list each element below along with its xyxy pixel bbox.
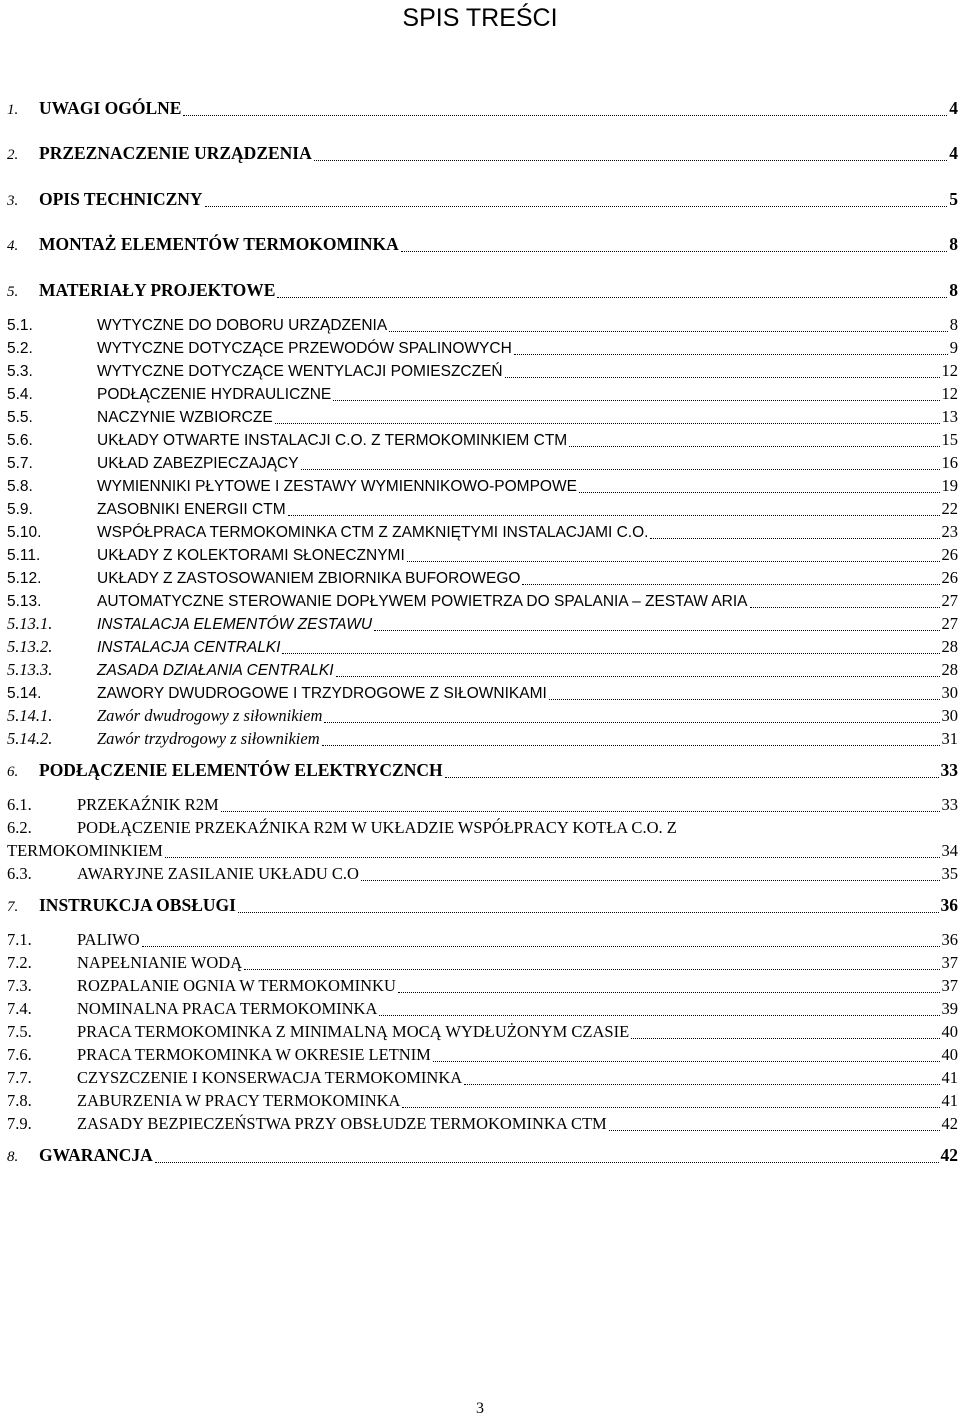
dot-leader bbox=[288, 515, 940, 516]
dot-leader bbox=[282, 653, 939, 654]
toc-entry-page: 30 bbox=[941, 683, 958, 702]
toc-entry[interactable] bbox=[7, 951, 958, 974]
toc-entry[interactable] bbox=[7, 658, 958, 681]
toc-entry-number: 7.6. bbox=[7, 1045, 32, 1064]
toc-entry-number: 7.7. bbox=[7, 1068, 32, 1087]
toc-entry-number: 5.13.2. bbox=[7, 637, 53, 656]
dot-leader bbox=[514, 354, 948, 355]
toc-entry-number: 6.1. bbox=[7, 795, 32, 814]
toc-entry-title: WYTYCZNE DOTYCZĄCE PRZEWODÓW SPALINOWYCH bbox=[97, 340, 512, 357]
toc-entry-number: 5.14. bbox=[7, 685, 42, 702]
toc-entry[interactable] bbox=[7, 997, 958, 1020]
toc-entry-page: 30 bbox=[941, 706, 958, 725]
toc-entry-title: ZABURZENIA W PRACY TERMOKOMINKA bbox=[77, 1091, 401, 1110]
page-number: 3 bbox=[476, 1400, 484, 1417]
dot-leader bbox=[314, 160, 947, 161]
toc-entry-title: ZASADY BEZPIECZEŃSTWA PRZY OBSŁUDZE TERMOKOMINKA CTM bbox=[77, 1114, 607, 1133]
toc-entry[interactable] bbox=[7, 382, 958, 405]
toc-entry-number: 5.3. bbox=[7, 363, 33, 380]
toc-entry[interactable] bbox=[7, 566, 958, 589]
toc-entry-title: WYTYCZNE DOTYCZĄCE WENTYLACJI POMIESZCZEŃ bbox=[97, 363, 503, 380]
dot-leader bbox=[277, 297, 947, 298]
toc-entry[interactable] bbox=[7, 359, 958, 382]
dot-leader bbox=[433, 1061, 940, 1062]
toc-entry-page: 26 bbox=[941, 545, 958, 564]
toc-entry-number: 7.8. bbox=[7, 1091, 32, 1110]
toc-entry-page: 27 bbox=[941, 591, 958, 610]
dot-leader bbox=[402, 1107, 939, 1108]
toc-entry-page: 12 bbox=[941, 361, 958, 380]
toc-entry[interactable] bbox=[7, 793, 958, 816]
dot-leader bbox=[401, 251, 948, 252]
toc-entry-page: 41 bbox=[941, 1091, 958, 1110]
dot-leader bbox=[301, 469, 940, 470]
toc-entry[interactable] bbox=[7, 497, 958, 520]
toc-entry-title: PODŁĄCZENIE ELEMENTÓW ELEKTRYCZNCH bbox=[39, 760, 443, 780]
toc-entry-title: PRACA TERMOKOMINKA Z MINIMALNĄ MOCĄ WYDŁUŻONYM CZASIE bbox=[77, 1022, 630, 1041]
toc-entry-page: 40 bbox=[941, 1022, 958, 1041]
toc-entry-page: 36 bbox=[940, 895, 958, 915]
toc-entry-page: 22 bbox=[941, 499, 958, 518]
toc-entry-number: 5.7. bbox=[7, 455, 33, 472]
toc-entry-title: Zawór trzydrogowy z siłownikiem bbox=[97, 729, 320, 748]
toc-entry-title: PALIWO bbox=[77, 930, 140, 949]
toc-entry[interactable] bbox=[7, 233, 958, 256]
toc-entry-page: 8 bbox=[949, 234, 958, 254]
toc-entry[interactable] bbox=[7, 543, 958, 566]
toc-entry-title: NOMINALNA PRACA TERMOKOMINKA bbox=[77, 999, 378, 1018]
toc-entry-number: 7.9. bbox=[7, 1114, 32, 1133]
toc-entry-number: 5. bbox=[7, 284, 19, 300]
toc-entry-number: 5.13.3. bbox=[7, 660, 53, 679]
toc-entry-number: 5.11. bbox=[7, 547, 41, 564]
toc-entry[interactable] bbox=[7, 188, 958, 211]
toc-entry-number: 6. bbox=[7, 764, 19, 780]
toc-entry-number: 5.14.2. bbox=[7, 729, 53, 748]
toc-entry-page: 39 bbox=[941, 999, 958, 1018]
toc-entry-page: 33 bbox=[941, 795, 958, 814]
toc-entry-number: 2. bbox=[7, 147, 19, 163]
dot-leader bbox=[631, 1038, 939, 1039]
toc-entry-title: ROZPALANIE OGNIA W TERMOKOMINKU bbox=[77, 976, 396, 995]
toc-entry-page: 37 bbox=[941, 976, 958, 995]
toc-entry-page: 34 bbox=[941, 841, 958, 860]
toc-entry[interactable] bbox=[7, 1144, 958, 1167]
toc-entry-page: 27 bbox=[941, 614, 958, 633]
toc-entry-title: ZASADA DZIAŁANIA CENTRALKI bbox=[97, 662, 334, 679]
dot-leader bbox=[374, 630, 939, 631]
toc-entry-page: 4 bbox=[949, 98, 958, 118]
toc-entry-title: UKŁADY OTWARTE INSTALACJI C.O. Z TERMOKOMINKIEM CTM bbox=[97, 432, 568, 449]
dot-leader bbox=[155, 1162, 939, 1163]
toc-entry-number: 5.12. bbox=[7, 570, 42, 587]
toc-entry-number: 7.2. bbox=[7, 953, 32, 972]
toc-entry-title: NAPEŁNIANIE WODĄ bbox=[77, 953, 243, 972]
dot-leader bbox=[238, 912, 939, 913]
toc-entry-title: UKŁADY Z ZASTOSOWANIEM ZBIORNIKA BUFOROWEGO bbox=[97, 570, 521, 587]
toc-entry-page: 36 bbox=[941, 930, 958, 949]
toc-entry[interactable] bbox=[7, 727, 958, 750]
dot-leader bbox=[336, 676, 940, 677]
toc-entry[interactable] bbox=[7, 451, 958, 474]
toc-entry-page: 35 bbox=[941, 864, 958, 883]
dot-leader bbox=[505, 377, 940, 378]
dot-leader bbox=[379, 1015, 939, 1016]
toc-entry-number: 5.4. bbox=[7, 386, 33, 403]
toc-entry-number: 5.9. bbox=[7, 501, 33, 518]
toc-entry[interactable] bbox=[7, 589, 958, 612]
toc-entry-number: 5.1. bbox=[7, 317, 33, 334]
toc-entry[interactable] bbox=[7, 635, 958, 658]
toc-entry-title: INSTRUKCJA OBSŁUGI bbox=[39, 895, 236, 915]
toc-entry-title: AUTOMATYCZNE STEROWANIE DOPŁYWEM POWIETRZA DO SPALANIA – ZESTAW ARIA bbox=[97, 593, 748, 610]
toc-entry-title: INSTALACJA CENTRALKI bbox=[97, 639, 281, 656]
toc-entry-number: 7.1. bbox=[7, 930, 32, 949]
toc-entry-page: 37 bbox=[941, 953, 958, 972]
toc-entry-number: 7.3. bbox=[7, 976, 32, 995]
toc-entry-title: AWARYJNE ZASILANIE UKŁADU C.O bbox=[77, 864, 359, 883]
toc-entry-title: OPIS TECHNICZNY bbox=[39, 189, 203, 209]
toc-entry[interactable] bbox=[7, 1089, 958, 1112]
toc-entry[interactable] bbox=[7, 313, 958, 336]
toc-entry-page: 4 bbox=[949, 143, 958, 163]
dot-leader bbox=[165, 857, 940, 858]
toc-entry-number: 5.2. bbox=[7, 340, 33, 357]
toc-entry[interactable] bbox=[7, 894, 958, 917]
dot-leader bbox=[407, 561, 940, 562]
toc-entry-title: PODŁĄCZENIE HYDRAULICZNE bbox=[97, 386, 332, 403]
toc-entry-number: 4. bbox=[7, 238, 19, 254]
toc-entry-page: 15 bbox=[941, 430, 958, 449]
dot-leader bbox=[398, 992, 940, 993]
toc-entry[interactable] bbox=[7, 928, 958, 951]
toc-entry[interactable] bbox=[7, 405, 958, 428]
toc-entry-title: WYMIENNIKI PŁYTOWE I ZESTAWY WYMIENNIKOWO-POMPOWE bbox=[97, 478, 577, 495]
dot-leader bbox=[609, 1130, 940, 1131]
dot-leader bbox=[221, 811, 940, 812]
toc-entry-title: UWAGI OGÓLNE bbox=[39, 98, 182, 118]
dot-leader bbox=[324, 722, 939, 723]
toc-entry[interactable] bbox=[7, 1112, 958, 1135]
toc-entry-title: MATERIAŁY PROJEKTOWE bbox=[39, 280, 276, 300]
toc-entry-page: 33 bbox=[940, 760, 958, 780]
toc-entry-title: CZYSZCZENIE I KONSERWACJA TERMOKOMINKA bbox=[77, 1068, 463, 1087]
toc-entry-page: 26 bbox=[941, 568, 958, 587]
toc-entry[interactable] bbox=[7, 142, 958, 165]
toc-entry-title: UKŁADY Z KOLEKTORAMI SŁONECZNYMI bbox=[97, 547, 405, 564]
toc-entry-page: 42 bbox=[941, 1114, 958, 1133]
dot-leader bbox=[579, 492, 940, 493]
toc-entry-title: PRZEZNACZENIE URZĄDZENIA bbox=[39, 143, 312, 163]
toc-entry-number: 5.14.1. bbox=[7, 706, 53, 725]
dot-leader bbox=[205, 206, 948, 207]
toc-entry[interactable] bbox=[7, 428, 958, 451]
toc-entry-number: 5.8. bbox=[7, 478, 33, 495]
toc-entry-number: 8. bbox=[7, 1149, 19, 1165]
toc-entry-page: 9 bbox=[949, 338, 958, 357]
toc-entry-number: 7.5. bbox=[7, 1022, 32, 1041]
dot-leader bbox=[142, 946, 940, 947]
toc-entry-title: UKŁAD ZABEZPIECZAJĄCY bbox=[97, 455, 299, 472]
dot-leader bbox=[275, 423, 940, 424]
toc-entry-number: 6.2. bbox=[7, 818, 32, 837]
toc-entry[interactable] bbox=[7, 97, 958, 120]
page-title: SPIS TREŚCI bbox=[402, 4, 558, 32]
toc-entry[interactable] bbox=[7, 279, 958, 302]
toc-entry-number: 5.13. bbox=[7, 593, 42, 610]
toc-entry[interactable] bbox=[7, 520, 958, 543]
toc-entry-title: MONTAŻ ELEMENTÓW TERMOKOMINKA bbox=[39, 234, 399, 254]
dot-leader bbox=[183, 115, 947, 116]
toc-entry-title: ZAWORY DWUDROGOWE I TRZYDROGOWE Z SIŁOWNIKAMI bbox=[97, 685, 547, 702]
toc-entry-page: 23 bbox=[941, 522, 958, 541]
toc-entry-number: 7.4. bbox=[7, 999, 32, 1018]
dot-leader bbox=[650, 538, 939, 539]
dot-leader bbox=[569, 446, 939, 447]
toc-entry[interactable] bbox=[7, 474, 958, 497]
toc-entry-number: 5.5. bbox=[7, 409, 33, 426]
toc-entry-title: PODŁĄCZENIE PRZEKAŹNIKA R2M W UKŁADZIE WSPÓŁPRACY KOTŁA C.O. Z bbox=[77, 818, 677, 837]
toc-entry-number: 5.10. bbox=[7, 524, 42, 541]
toc-entry-number: 5.13.1. bbox=[7, 614, 53, 633]
toc-entry-title: WSPÓŁPRACA TERMOKOMINKA CTM Z ZAMKNIĘTYMI INSTALACJAMI C.O. bbox=[97, 524, 649, 541]
toc-entry[interactable] bbox=[7, 612, 958, 635]
toc-entry-page: 8 bbox=[949, 280, 958, 300]
toc-entry-page: 8 bbox=[949, 315, 958, 334]
toc-entry-title: GWARANCJA bbox=[39, 1145, 153, 1165]
toc-entry-page: 5 bbox=[949, 189, 958, 209]
dot-leader bbox=[750, 607, 940, 608]
toc-entry-page: 12 bbox=[941, 384, 958, 403]
toc-entry-title-continued: TERMOKOMINKIEM bbox=[7, 841, 163, 860]
toc-entry[interactable] bbox=[7, 1043, 958, 1066]
toc-entry-page: 16 bbox=[941, 453, 958, 472]
toc-entry[interactable] bbox=[7, 974, 958, 997]
dot-leader bbox=[322, 745, 940, 746]
dot-leader bbox=[464, 1084, 939, 1085]
toc-entry-number: 7. bbox=[7, 899, 19, 915]
toc-entry-title: NACZYNIE WZBIORCZE bbox=[97, 409, 273, 426]
toc-entry-page: 13 bbox=[941, 407, 958, 426]
dot-leader bbox=[389, 331, 948, 332]
toc-entry[interactable] bbox=[7, 1020, 958, 1043]
toc-entry-page: 28 bbox=[941, 660, 958, 679]
toc-entry-number: 3. bbox=[7, 193, 19, 209]
toc-entry[interactable] bbox=[7, 816, 958, 862]
dot-leader bbox=[361, 880, 940, 881]
toc-entry-number: 5.6. bbox=[7, 432, 33, 449]
toc-entry-title: PRZEKAŹNIK R2M bbox=[77, 795, 219, 814]
toc-entry[interactable] bbox=[7, 336, 958, 359]
toc-entry-page: 19 bbox=[941, 476, 958, 495]
toc-entry-page: 28 bbox=[941, 637, 958, 656]
toc-entry-number: 1. bbox=[7, 102, 19, 118]
toc-entry[interactable] bbox=[7, 759, 958, 782]
toc-entry[interactable] bbox=[7, 681, 958, 704]
toc-entry-page: 40 bbox=[941, 1045, 958, 1064]
dot-leader bbox=[522, 584, 939, 585]
toc-entry-title: PRACA TERMOKOMINKA W OKRESIE LETNIM bbox=[77, 1045, 431, 1064]
toc-entry-page: 41 bbox=[941, 1068, 958, 1087]
toc-entry-title: Zawór dwudrogowy z siłownikiem bbox=[97, 706, 323, 725]
toc-entry[interactable] bbox=[7, 862, 958, 885]
toc-entry[interactable] bbox=[7, 1066, 958, 1089]
toc-entry[interactable] bbox=[7, 704, 958, 727]
toc-entry-title: INSTALACJA ELEMENTÓW ZESTAWU bbox=[97, 616, 373, 633]
toc-entry-number: 6.3. bbox=[7, 864, 32, 883]
dot-leader bbox=[549, 699, 940, 700]
toc-entry-title: ZASOBNIKI ENERGII CTM bbox=[97, 501, 286, 518]
toc-entry-page: 42 bbox=[940, 1145, 958, 1165]
toc-entry-page: 31 bbox=[941, 729, 958, 748]
toc-entry-title: WYTYCZNE DO DOBORU URZĄDZENIA bbox=[97, 317, 388, 334]
dot-leader bbox=[445, 777, 939, 778]
dot-leader bbox=[244, 969, 939, 970]
dot-leader bbox=[333, 400, 939, 401]
